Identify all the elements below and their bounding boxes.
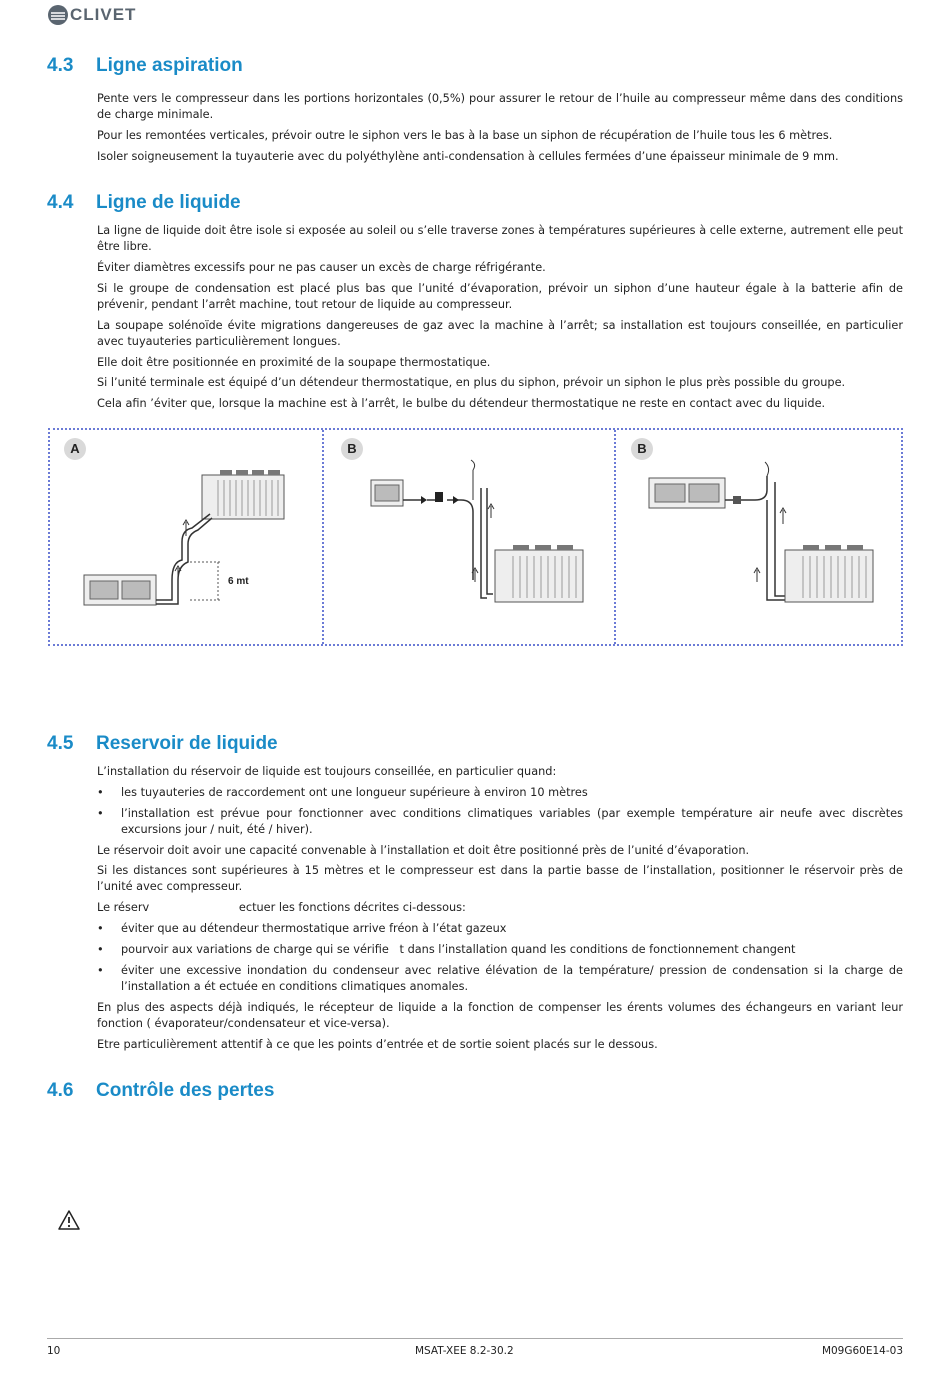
section-number: 4.5 xyxy=(47,733,74,754)
paragraph: Pour les remontées verticales, prévoir outre le siphon vers le bas à la base un siphon de récupération de l’huile tous les 6 mètres. xyxy=(97,129,833,142)
section-title: Contrôle des pertes xyxy=(96,1080,275,1101)
paragraph: Isoler soigneusement la tuyauterie avec du polyéthylène anti-condensation à cellules fermées d’une épaisseur minimale de 9 mm. xyxy=(97,150,839,163)
panel-a-badge: A xyxy=(64,438,86,460)
paragraph: La soupape solénoïde évite migrations dangereuses de gaz avec la machine à l’arrêt; sa installation est toujours conseillée, en particulier avec tuyauteries particulièrement longues. xyxy=(97,319,903,348)
list-item-text: pourvoir aux variations de charge qui se vérifie t dans l’installation quand les conditions de fonctionnement changent xyxy=(121,943,796,956)
paragraph: Le réservoir doit avoir une capacité convenable à l’installation et doit être positionné près de l’unité d’évaporation. xyxy=(97,844,750,857)
paragraph: Pente vers le compresseur dans les portions horizontales (0,5%) pour assurer le retour de l’huile au compresseur même dans des conditions de charge minimale. xyxy=(97,92,903,121)
height-label: 6 mt xyxy=(228,576,249,587)
panel-b1 xyxy=(323,430,613,644)
panel-b2 xyxy=(615,430,903,644)
footer-code: M09G60E14-03 xyxy=(821,1345,903,1357)
bullet-dot: • xyxy=(97,964,104,977)
list-item-text: l’installation est prévue pour fonctionner avec conditions climatiques variables (par exemple température air neufe avec discrètes excursions jour / nuit, été / hiver). xyxy=(121,807,903,836)
bullet-dot: • xyxy=(97,922,104,935)
paragraph: Elle doit être positionnée en proximité de la soupape thermostatique. xyxy=(97,356,491,369)
paragraph: Le réserv ectuer les fonctions décrites ci-dessous: xyxy=(97,901,466,914)
panel-b2-badge: B xyxy=(631,438,653,460)
section-title: Ligne de liquide xyxy=(96,192,241,213)
paragraph: L’installation du réservoir de liquide est toujours conseillée, en particulier quand: xyxy=(97,765,557,778)
section-4-3-heading xyxy=(47,55,243,77)
bullet-dot: • xyxy=(97,786,104,799)
paragraph: Si le groupe de condensation est placé plus bas que l’unité d’évaporation, prévoir un siphon d’une hauteur égale à la batterie afin de prévenir, pendant l’arrêt machine, tout retour de liquide au compresseur. xyxy=(97,282,903,311)
page-number: 10 xyxy=(47,1345,61,1357)
logo-mark-icon xyxy=(47,4,69,26)
panel-b2-drawing xyxy=(615,430,903,644)
panel-a xyxy=(50,430,322,644)
list-item-text: les tuyauteries de raccordement ont une longueur supérieure à environ 10 mètres xyxy=(121,786,588,799)
panel-b1-badge: B xyxy=(341,438,363,460)
paragraph: Si l’unité terminale est équipé d’un détendeur thermostatique, en plus du siphon, prévoir un siphon le plus près possible du groupe. xyxy=(97,376,846,389)
list-item-text: éviter une excessive inondation du condenseur avec relative élévation de la température/ pression de condensation si la charge de l’installation a ét ectuée en conditions climatiques anomales. xyxy=(121,964,903,993)
paragraph: Cela afin ’éviter que, lorsque la machine est à l’arrêt, le bulbe du détendeur thermostatique ne reste en contact avec du liquide. xyxy=(97,397,826,410)
paragraph: Etre particulièrement attentif à ce que les points d’entrée et de sortie soient placés sur le dessous. xyxy=(97,1038,658,1051)
bullet-dot: • xyxy=(97,943,104,956)
warning-triangle-icon xyxy=(58,1210,80,1230)
section-number: 4.6 xyxy=(47,1080,74,1101)
installation-diagram xyxy=(48,428,903,646)
section-number: 4.3 xyxy=(47,55,74,76)
section-4-6-heading xyxy=(47,1080,274,1102)
footer-divider xyxy=(47,1338,903,1339)
section-number: 4.4 xyxy=(47,192,74,213)
footer-model: MSAT-XEE 8.2-30.2 xyxy=(415,1345,514,1357)
paragraph: Si les distances sont supérieures à 15 mètres et le compresseur est dans la partie basse de l’installation, positionner le réservoir près de l’unité avec compresseur. xyxy=(97,864,903,893)
paragraph: En plus des aspects déjà indiqués, le récepteur de liquide a la fonction de compenser les érents volumes des échangeurs en variant leur fonction ( évaporateur/condensateur et vice-versa). xyxy=(97,1001,903,1030)
panel-b1-drawing xyxy=(323,430,613,644)
logo-text: CLIVET xyxy=(70,5,137,24)
list-item-text: éviter que au détendeur thermostatique arrive fréon à l’état gazeux xyxy=(121,922,507,935)
panel-a-drawing xyxy=(50,430,322,644)
section-4-4-heading xyxy=(47,192,241,214)
section-4-5-heading xyxy=(47,733,278,755)
bullet-dot: • xyxy=(97,807,104,820)
paragraph: La ligne de liquide doit être isole si exposée au soleil ou s’elle traverse zones à températures supérieures à celle externe, autrement elle peut être libre. xyxy=(97,224,903,253)
section-title: Reservoir de liquide xyxy=(96,733,278,754)
paragraph: Éviter diamètres excessifs pour ne pas causer un excès de charge réfrigérante. xyxy=(97,261,546,274)
section-title: Ligne aspiration xyxy=(96,55,243,76)
